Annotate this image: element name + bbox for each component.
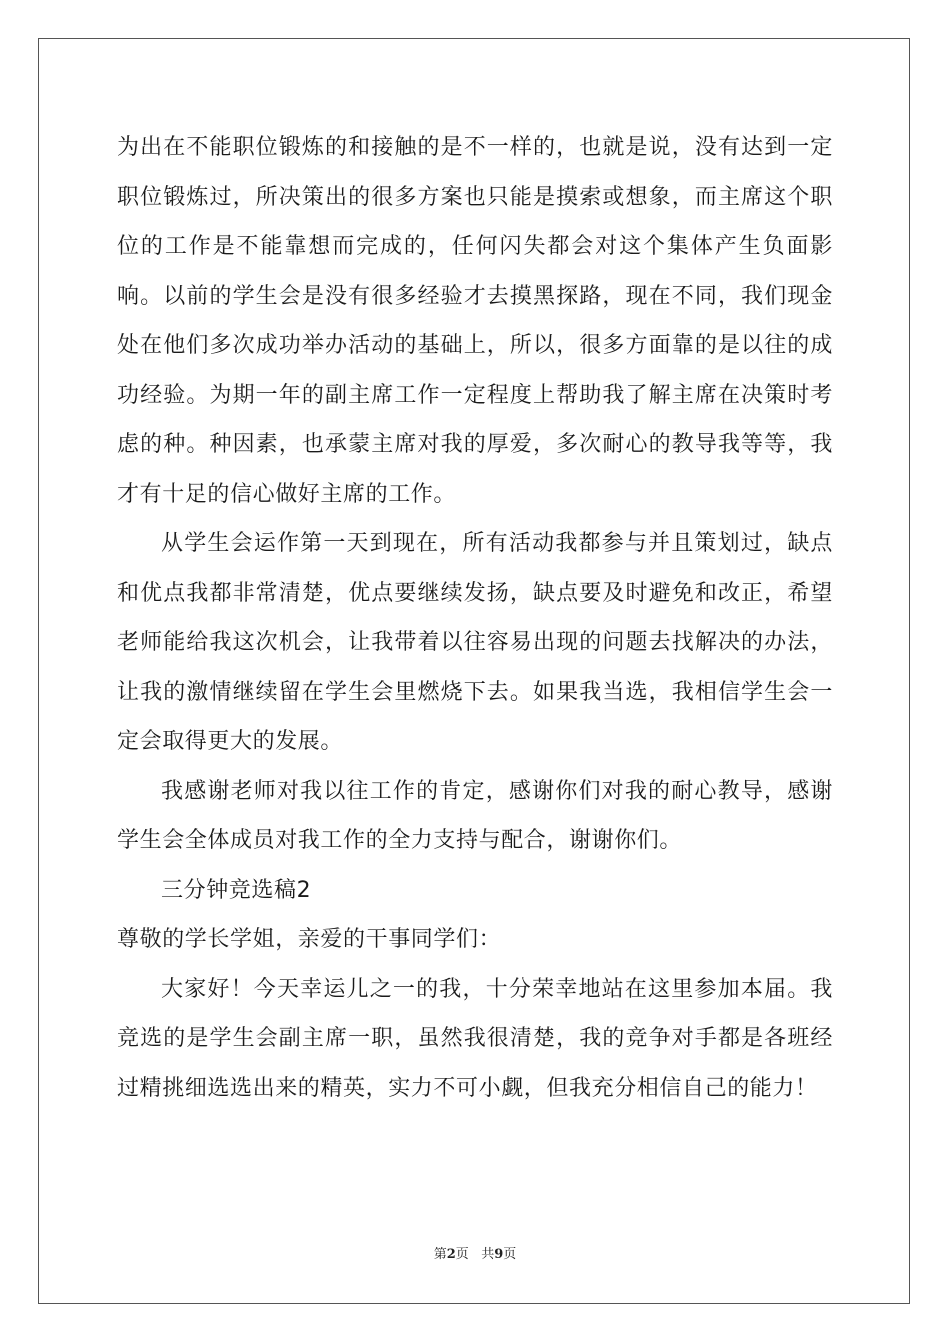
page-number: 2: [446, 1247, 456, 1262]
paragraph-experience: 从学生会运作第一天到现在，所有活动我都参与并且策划过，缺点和优点我都非常清楚，优点要继续发扬，缺点要及时避免和改正，希望老师能给我这次机会，让我带着以往容易出现的问题去找解决的办法，让我的激情继续留在学生会里燃烧下去。如果我当选，我相信学生会一定会取得更大的发展。: [117, 531, 833, 754]
section-heading: 三分钟竞选稿2: [161, 877, 312, 903]
salutation: 尊敬的学长学姐，亲爱的干事同学们：: [117, 927, 502, 952]
document-body: [117, 123, 833, 1113]
total-prefix: 共: [481, 1247, 495, 1262]
paragraph-greeting: 大家好！今天幸运儿之一的我，十分荣幸地站在这里参加本届。我竞选的是学生会副主席一职，虽然我很清楚，我的竞争对手都是各班经过精挑细选选出来的精英，实力不可小觑，但我充分相信自己的能力！: [117, 976, 833, 1101]
total-suffix: 页: [503, 1247, 517, 1262]
page-suffix: 页: [455, 1247, 469, 1262]
paragraph-continuation: 为出在不能职位锻炼的和接触的是不一样的，也就是说，没有达到一定职位锻炼过，所决策出的很多方案也只能是摸索或想象，而主席这个职位的工作是不能靠想而完成的，任何闪失都会对这个集体产生负面影响。以前的学生会是没有很多经验才去摸黑探路，现在不同，我们现金处在他们多次成功举办活动的基础上，所以，很多方面靠的是以往的成功经验。为期一年的副主席工作一定程度上帮助我了解主席在决策时考虑的种。种因素，也承蒙主席对我的厚爱，多次耐心的教导我等等，我才有十足的信心做好主席的工作。: [117, 135, 833, 507]
paragraph-thanks: 我感谢老师对我以往工作的肯定，感谢你们对我的耐心教导，感谢学生会全体成员对我工作的全力支持与配合，谢谢你们。: [117, 778, 833, 853]
total-pages: 9: [494, 1247, 504, 1262]
page-prefix: 第: [433, 1247, 447, 1262]
page-footer: [0, 1243, 950, 1262]
